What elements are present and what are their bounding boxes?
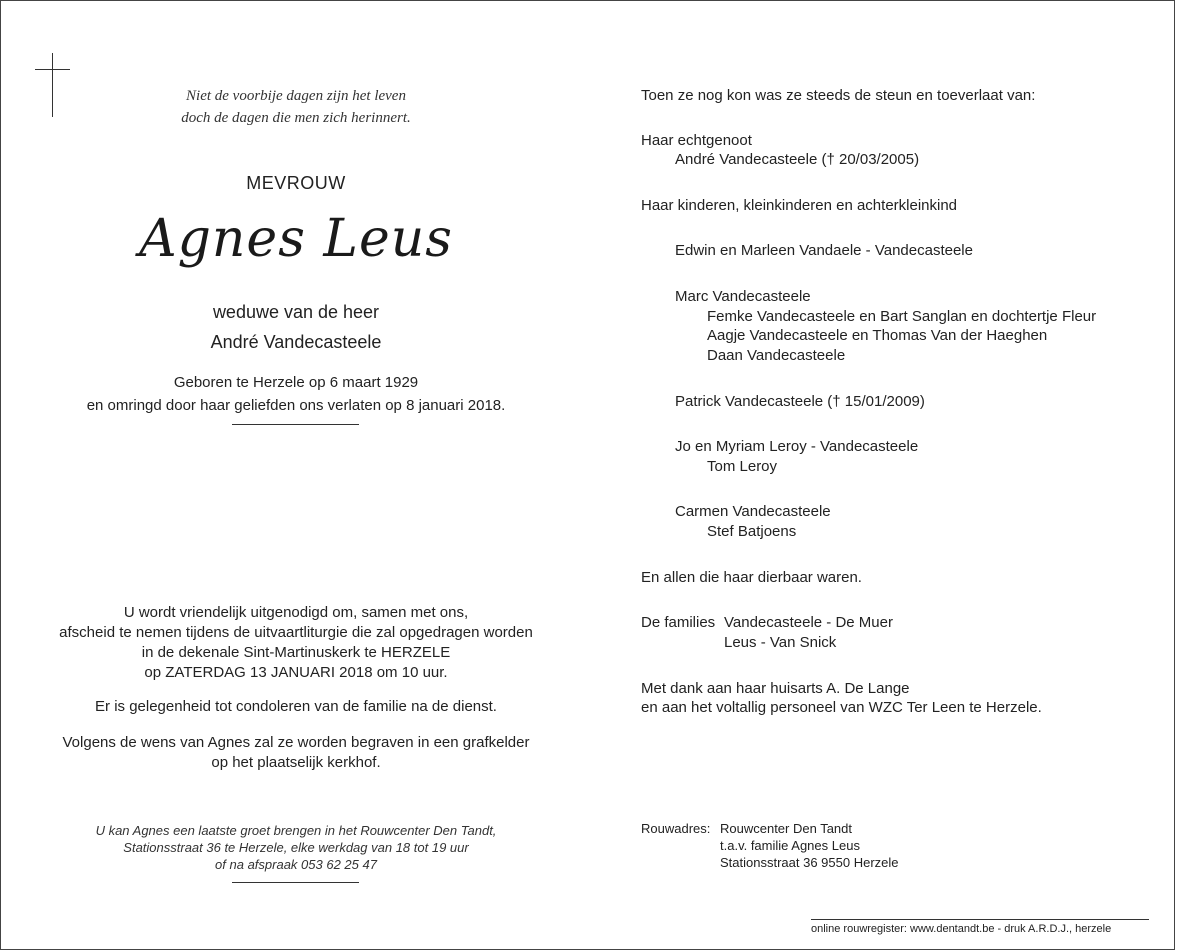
invitation-line: op ZATERDAG 13 JANUARI 2018 om 10 uur. (144, 664, 448, 681)
grandchild-entry: Daan Vandecasteele (707, 347, 846, 364)
family-intro: Toen ze nog kon was ze steeds de steun en toeverlaat van: (641, 87, 1036, 104)
family-name: Vandecasteele - De Muer (724, 614, 893, 631)
child-entry: Marc Vandecasteele (675, 288, 811, 305)
family-name: Leus - Van Snick (724, 634, 837, 651)
farewell-line: of na afspraak 053 62 25 47 (215, 857, 377, 872)
child-entry: Carmen Vandecasteele (675, 503, 831, 520)
birth-death-info (31, 371, 561, 417)
address-label: Rouwadres: (641, 821, 711, 836)
death-line: en omringd door haar geliefden ons verlaten op 8 januari 2018. (86, 397, 506, 414)
grandchild-entry: Aagje Vandecasteele en Thomas Van der Haeghen (707, 327, 1048, 344)
burial-line: op het plaatselijk kerkhof. (211, 754, 381, 771)
salutation: MEVROUW (246, 173, 346, 193)
footer-credits: online rouwregister: www.dentandt.be - druk A.R.D.J., herzele (811, 923, 1112, 935)
widow-spouse: André Vandecasteele (210, 332, 382, 352)
divider (232, 882, 359, 883)
farewell-line: Stationsstraat 36 te Herzele, elke werkdag van 18 tot 19 uur (123, 840, 469, 855)
birth-line: Geboren te Herzele op 6 maart 1929 (173, 374, 419, 391)
quote-line: doch de dagen die men zich herinnert. (181, 110, 411, 126)
grandchild-entry: Femke Vandecasteele en Bart Sanglan en dochtertje Fleur (707, 308, 1097, 325)
cross-icon-bar (35, 69, 70, 70)
invitation-line: U wordt vriendelijk uitgenodigd om, samen met ons, (123, 604, 469, 621)
invitation-line: afscheid te nemen tijdens de uitvaartliturgie die zal opgedragen worden (59, 624, 533, 641)
condolence-note: Er is gelegenheid tot condoleren van de familie na de dienst. (95, 698, 497, 715)
farewell-line: U kan Agnes een laatste groet brengen in het Rouwcenter Den Tandt, (95, 823, 497, 838)
deceased-name: Agnes Leus (139, 209, 453, 269)
address-line: Rouwcenter Den Tandt (720, 821, 853, 836)
mourning-address (641, 820, 899, 871)
funeral-invitation (31, 603, 561, 683)
child-entry: Edwin en Marleen Vandaele - Vandecasteele (675, 242, 973, 259)
children-label: Haar kinderen, kleinkinderen en achterkleinkind (641, 197, 958, 214)
widow-of (31, 297, 561, 357)
all-loved-ones: En allen die haar dierbaar waren. (641, 569, 862, 586)
families-label: De families (641, 614, 716, 631)
farewell-info (31, 822, 561, 873)
thanks-line: en aan het voltallig personeel van WZC Ter Leen te Herzele. (641, 699, 1042, 716)
grandchild-entry: Tom Leroy (707, 458, 778, 475)
families-block (641, 613, 893, 653)
widow-line: weduwe van de heer (212, 302, 380, 322)
address-line: t.a.v. familie Agnes Leus (720, 838, 860, 853)
child-entry: Patrick Vandecasteele († 15/01/2009) (675, 393, 925, 410)
memorial-quote (31, 85, 561, 129)
divider (232, 424, 359, 425)
child-entry: Jo en Myriam Leroy - Vandecasteele (675, 438, 919, 455)
grandchild-entry: Stef Batjoens (707, 523, 797, 540)
spouse-name: André Vandecasteele († 20/03/2005) (675, 151, 920, 168)
burial-note (31, 733, 561, 773)
address-line: Stationsstraat 36 9550 Herzele (720, 855, 899, 870)
thanks-line: Met dank aan haar huisarts A. De Lange (641, 680, 910, 697)
burial-line: Volgens de wens van Agnes zal ze worden begraven in een grafkelder (62, 734, 530, 751)
quote-line: Niet de voorbije dagen zijn het leven (186, 88, 406, 104)
footer-divider (811, 919, 1149, 920)
invitation-line: in de dekenale Sint-Martinuskerk te HERZELE (141, 644, 451, 661)
spouse-label: Haar echtgenoot (641, 132, 752, 149)
